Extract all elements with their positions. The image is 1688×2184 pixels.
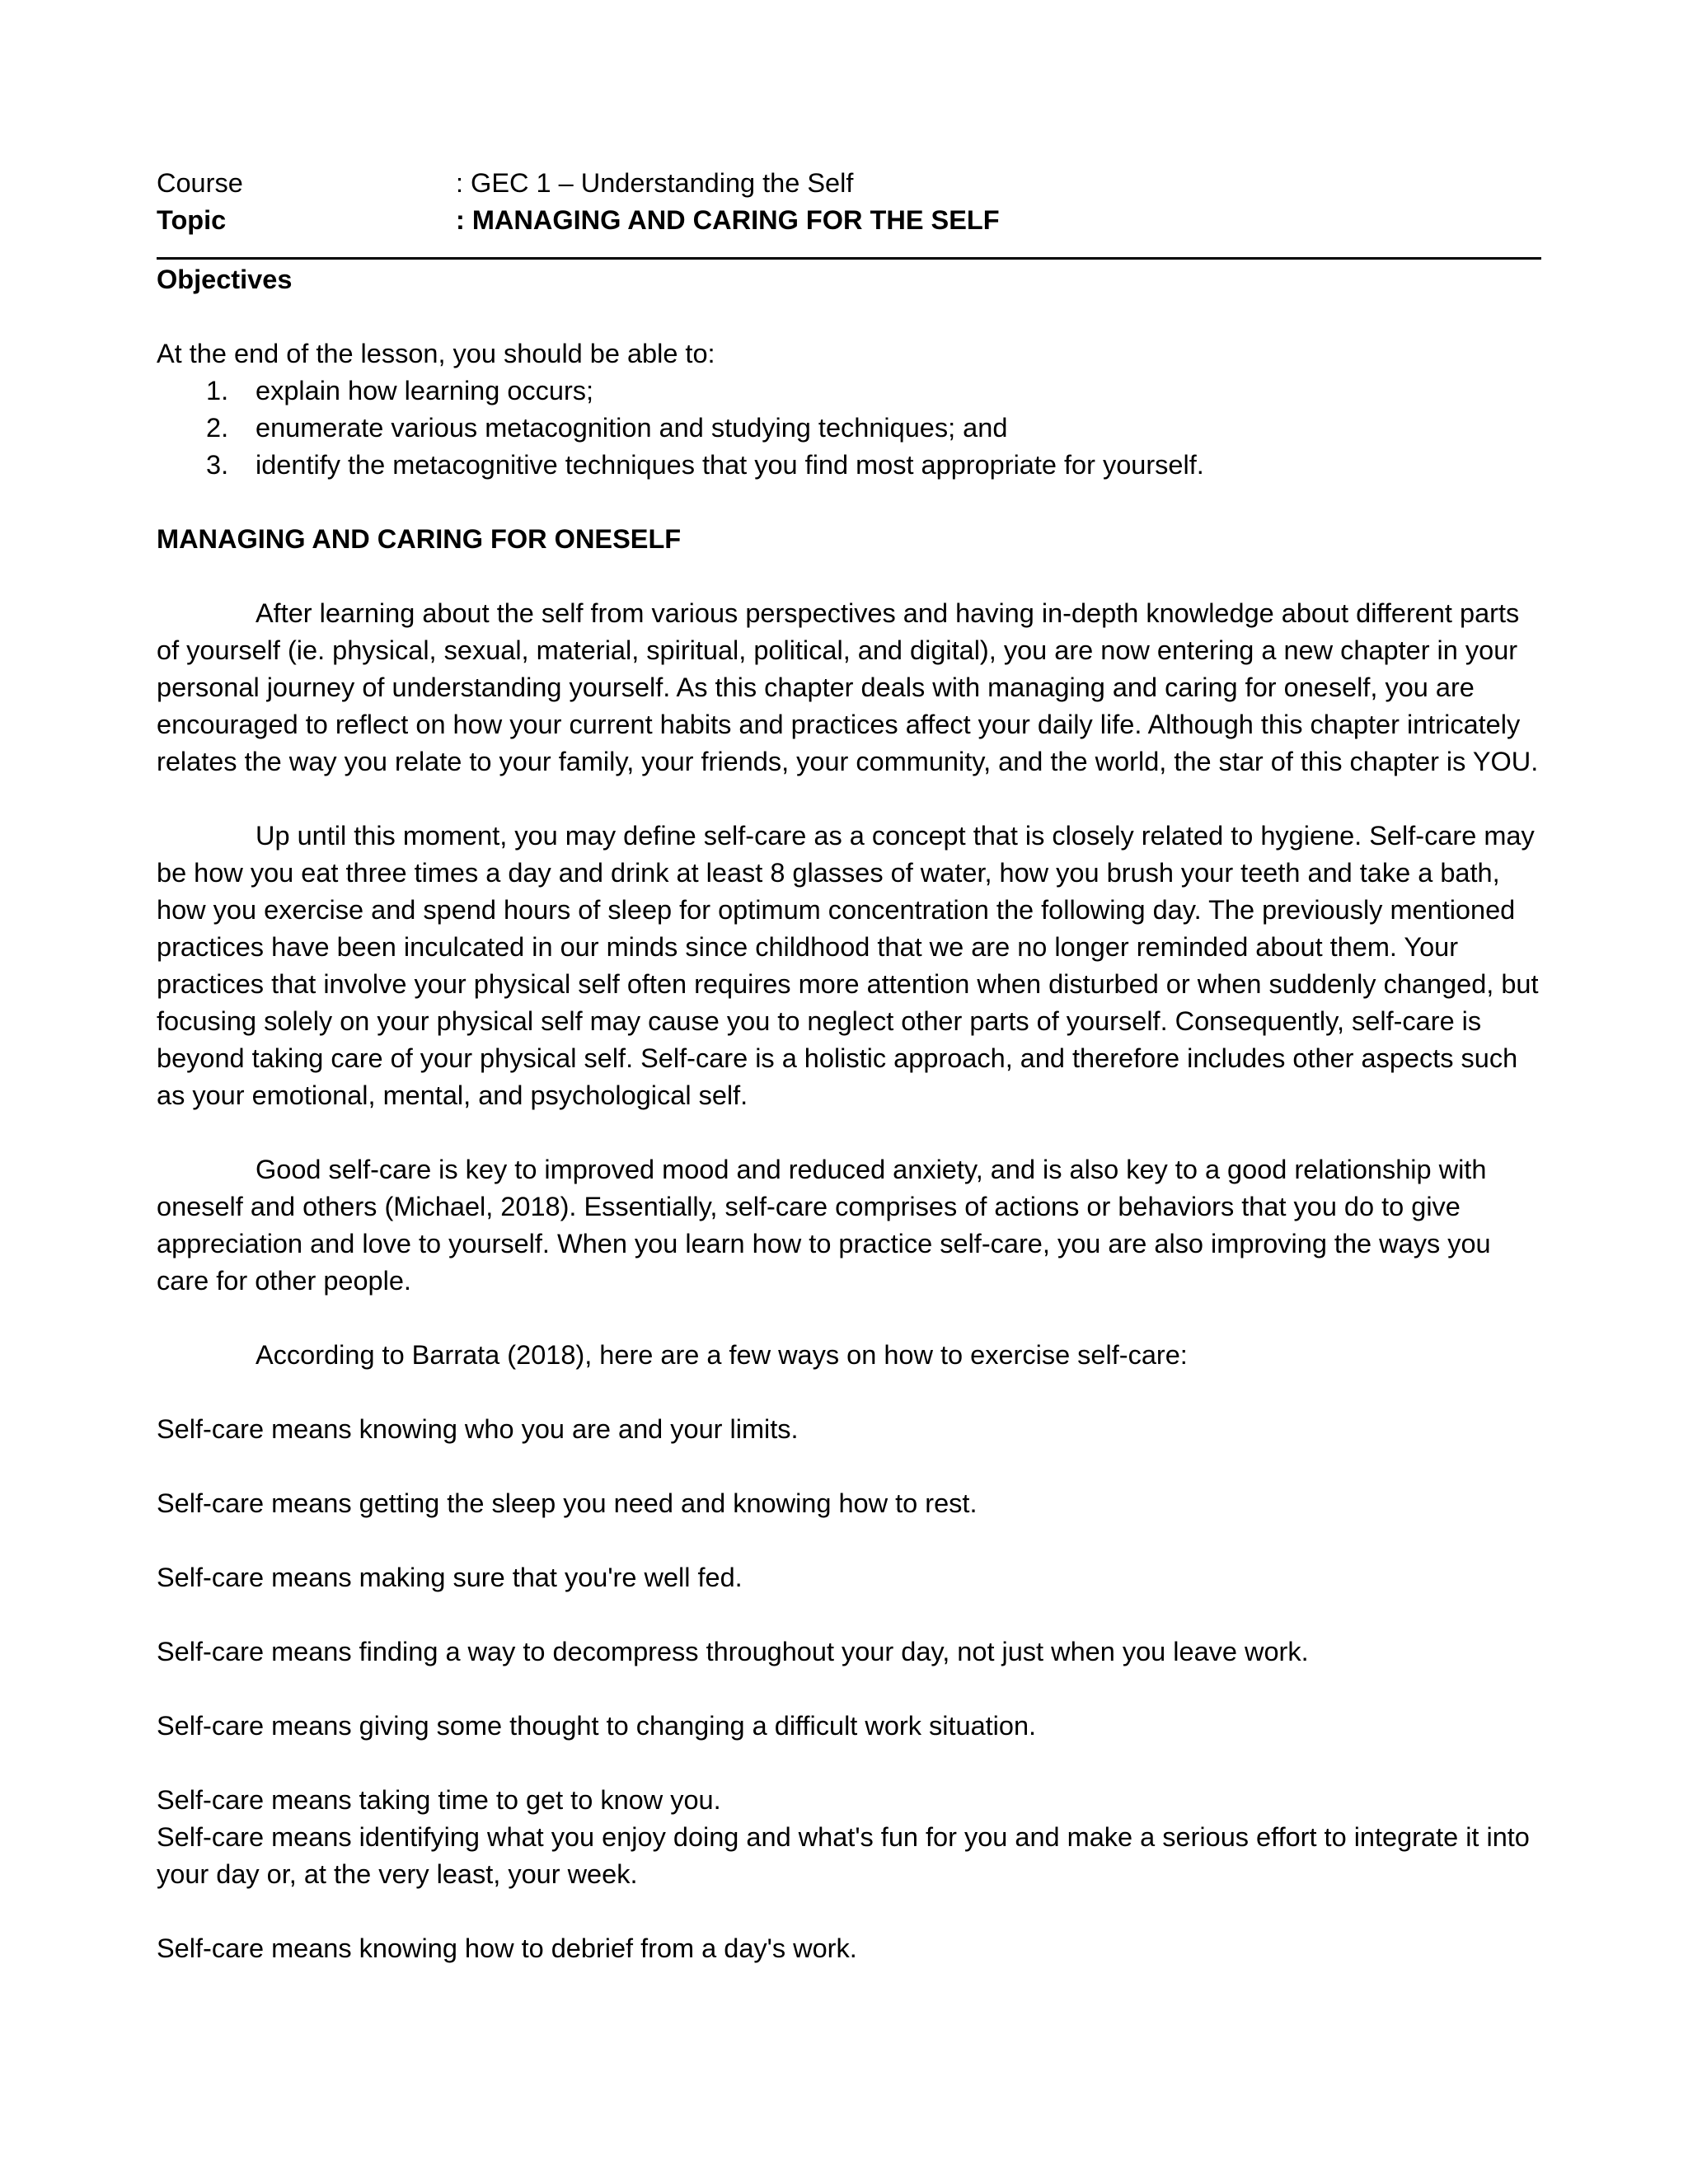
document-page (157, 165, 1541, 1967)
list-number: 2. (206, 413, 229, 443)
spacer (157, 1448, 1541, 1485)
course-value: : GEC 1 – Understanding the Self (456, 168, 854, 198)
spacer (157, 1596, 1541, 1633)
topic-row (157, 202, 1541, 239)
spacer (157, 1671, 1541, 1708)
list-number: 1. (206, 376, 229, 405)
objectives-intro: At the end of the lesson, you should be able to: (157, 339, 715, 368)
self-care-item: Self-care means making sure that you're well fed. (157, 1563, 743, 1592)
self-care-item: Self-care means knowing how to debrief from a day's work. (157, 1933, 857, 1963)
spacer (157, 558, 1541, 595)
topic-value: : MANAGING AND CARING FOR THE SELF (456, 205, 1000, 235)
body-paragraph: Good self-care is key to improved mood and reduced anxiety, and is also key to a good relationship with oneself and others (Michael, 2018). Essentially, self-care comprises of actions or behaviors that you do to give appreciation and love to yourself. When you learn how to practice self-care, you are also improving the ways you care for other people. (157, 1155, 1491, 1296)
self-care-item: Self-care means taking time to get to know you. (157, 1785, 721, 1815)
header-divider (157, 257, 1541, 260)
section-heading: MANAGING AND CARING FOR ONESELF (157, 524, 682, 554)
list-item (157, 410, 1541, 447)
course-label: Course (157, 168, 243, 198)
self-care-item: Self-care means giving some thought to changing a difficult work situation. (157, 1711, 1037, 1741)
list-text: enumerate various metacognition and studying techniques; and (256, 413, 1008, 443)
self-care-item: Self-care means getting the sleep you need and knowing how to rest. (157, 1488, 978, 1518)
objectives-list (157, 373, 1541, 484)
list-text: explain how learning occurs; (256, 376, 594, 405)
self-care-item: Self-care means finding a way to decompress throughout your day, not just when you leave work. (157, 1637, 1309, 1666)
spacer (157, 1522, 1541, 1559)
topic-label: Topic (157, 205, 227, 235)
list-text: identify the metacognitive techniques that you find most appropriate for yourself. (256, 450, 1204, 480)
list-item (157, 373, 1541, 410)
body-paragraph: According to Barrata (2018), here are a few ways on how to exercise self-care: (256, 1340, 1188, 1370)
self-care-item: Self-care means identifying what you enjoy doing and what's fun for you and make a serious effort to integrate it into your day or, at the very least, your week. (157, 1822, 1530, 1889)
body-paragraph: Up until this moment, you may define self-care as a concept that is closely related to hygiene. Self-care may be how you eat three times a day and drink at least 8 glasses of water, how you brush your teeth and take a bath, how you exercise and spend hours of sleep for optimum concentration the following day. The previously mentioned practices have been inculcated in our minds since childhood that we are no longer reminded about them. Your practices that involve your physical self often requires more attention when disturbed or when suddenly changed, but focusing solely on your physical self may cause you to neglect other parts of yourself. Consequently, self-care is beyond taking care of your physical self. Self-care is a holistic approach, and therefore includes other aspects such as your emotional, mental, and psychological self. (157, 821, 1539, 1110)
course-row (157, 165, 1541, 202)
spacer (157, 298, 1541, 335)
spacer (157, 484, 1541, 521)
objectives-heading: Objectives (157, 265, 293, 294)
list-item (157, 447, 1541, 484)
body-paragraph: After learning about the self from various perspectives and having in-depth knowledge about different parts of yourself (ie. physical, sexual, material, spiritual, political, and digital), you are now entering a new chapter in your personal journey of understanding yourself. As this chapter deals with managing and caring for oneself, you are encouraged to reflect on how your current habits and practices affect your daily life. Although this chapter intricately relates the way you relate to your family, your friends, your community, and the world, the star of this chapter is YOU. (157, 598, 1539, 776)
list-number: 3. (206, 450, 229, 480)
spacer (157, 1745, 1541, 1782)
self-care-item: Self-care means knowing who you are and your limits. (157, 1414, 799, 1444)
spacer (157, 1893, 1541, 1930)
